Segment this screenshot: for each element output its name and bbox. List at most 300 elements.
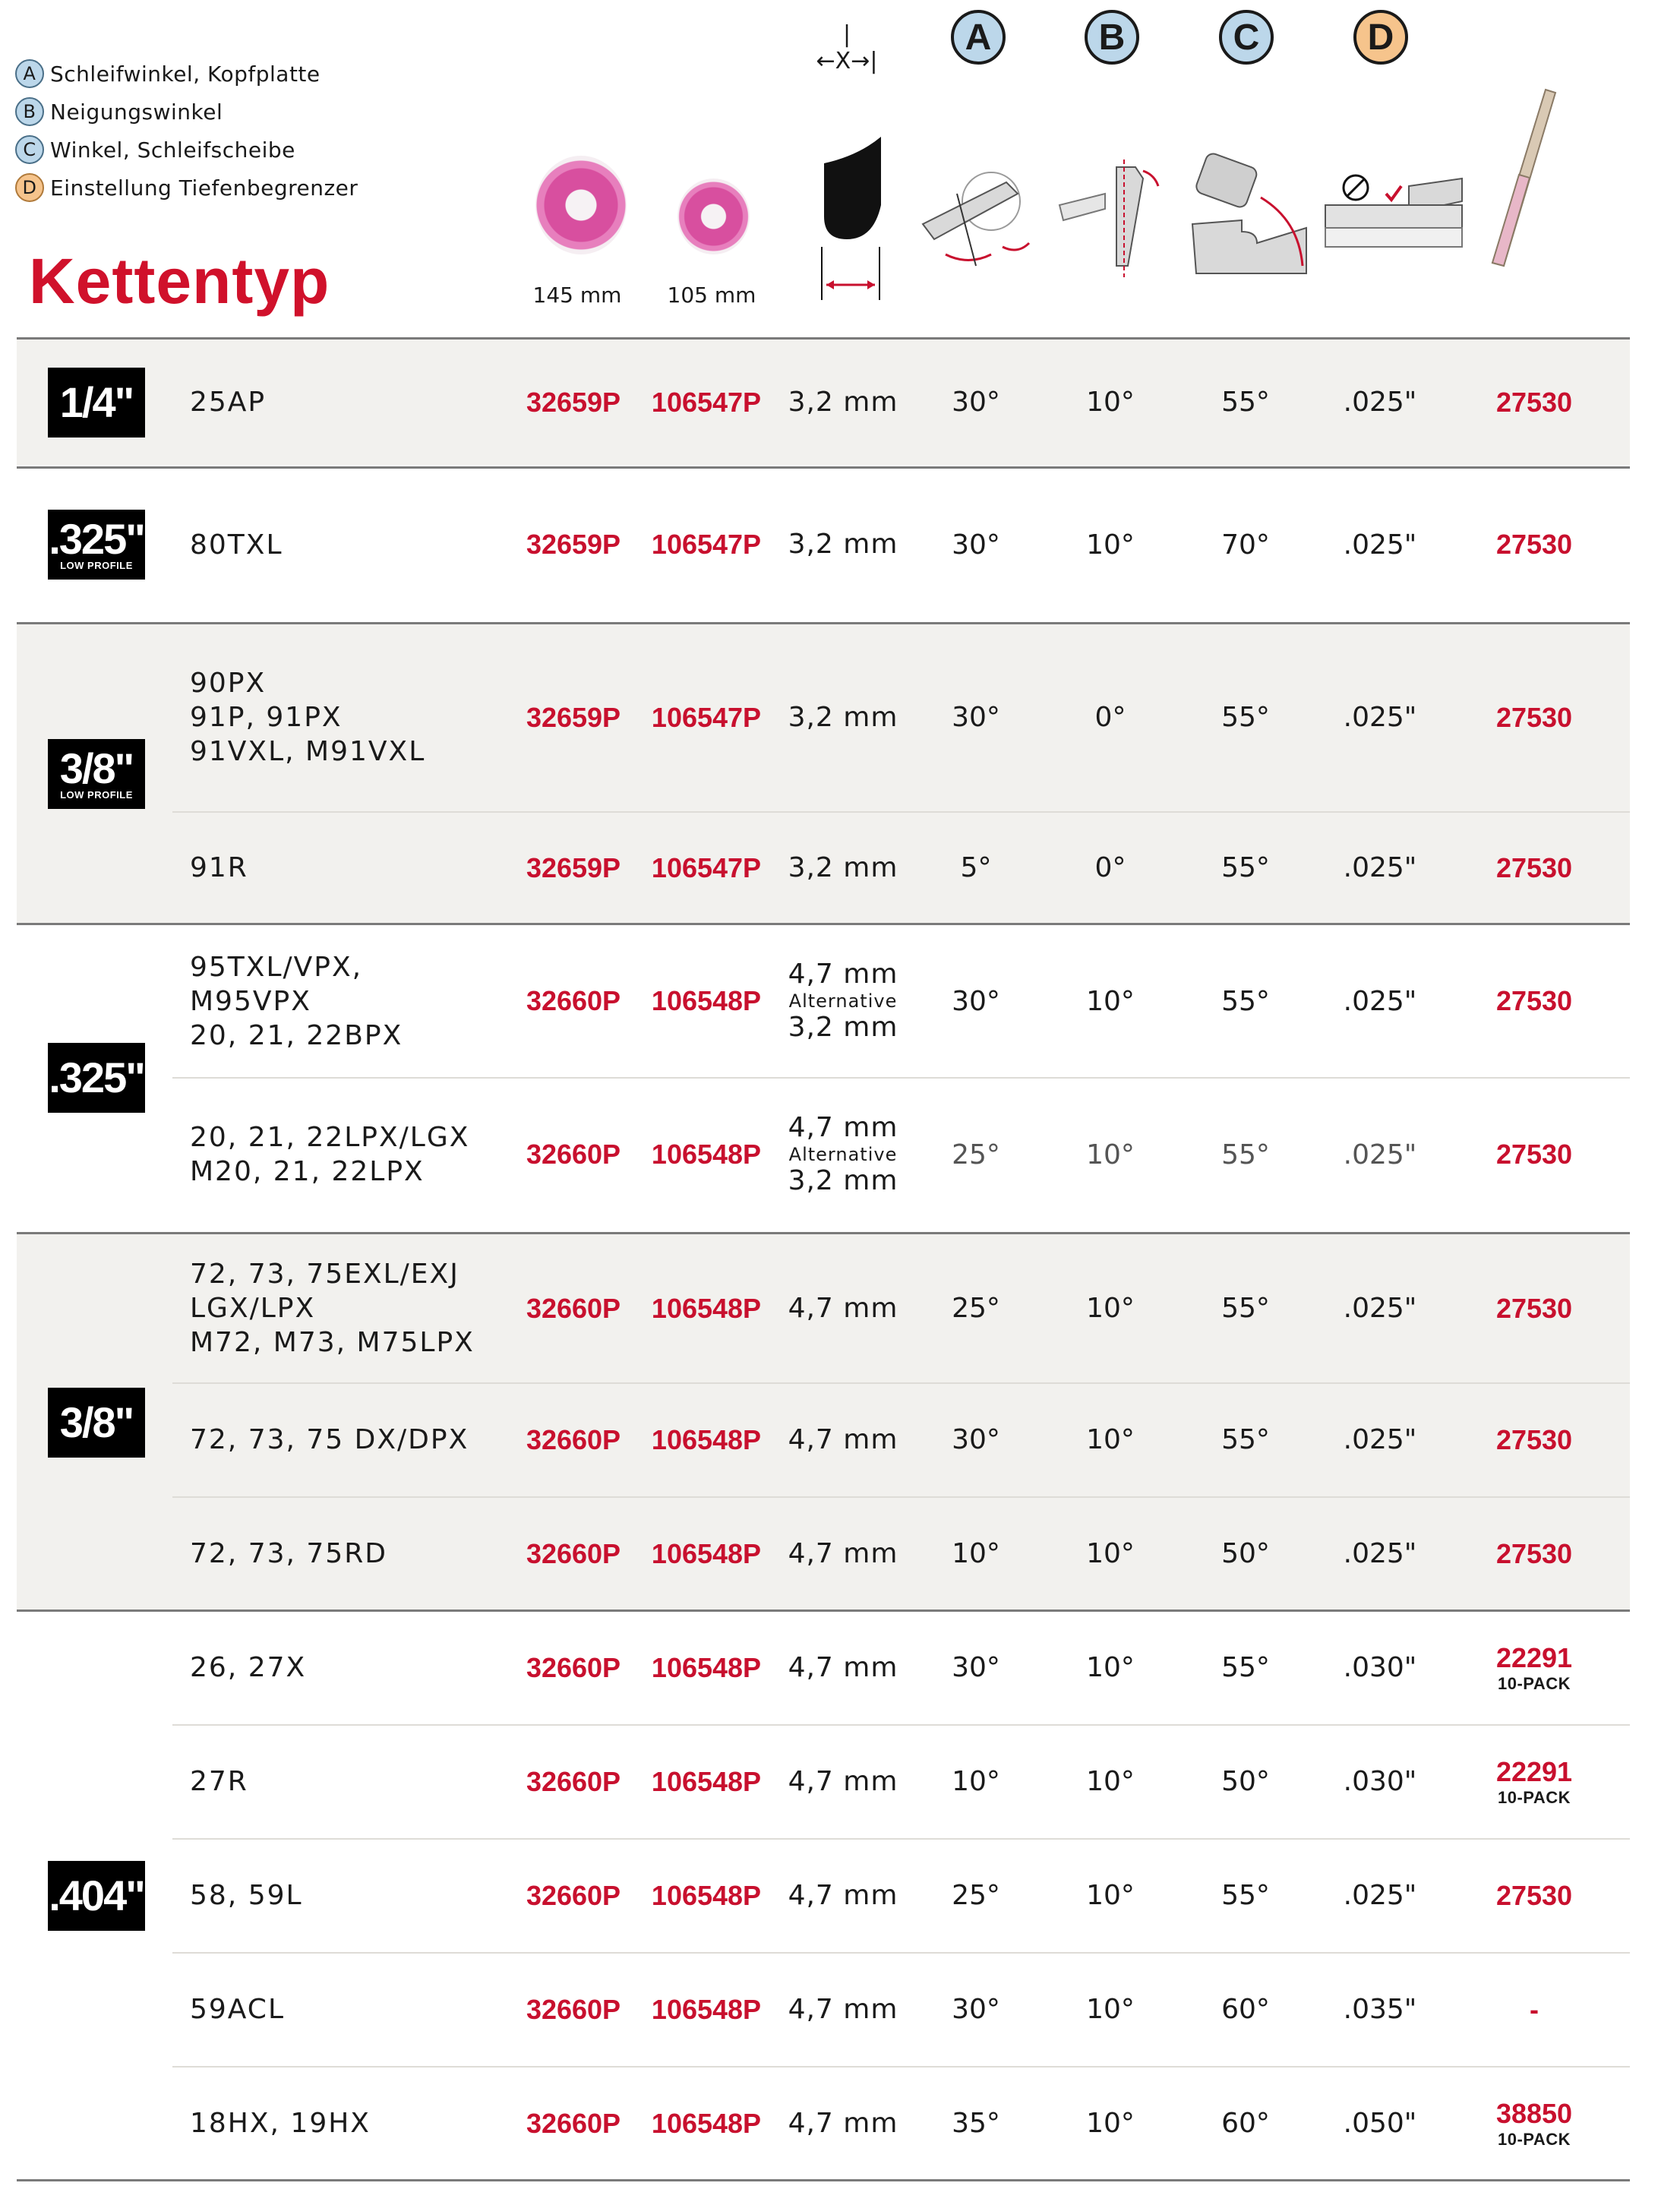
flat-file-icon	[1473, 84, 1565, 281]
wheel-105-part-cell	[646, 1726, 767, 1837]
wheel-105-part-cell	[646, 340, 767, 465]
wheel-145-part: 32660P	[526, 1537, 621, 1569]
angle-b-value: 10°	[1086, 1880, 1135, 1911]
angle-c-diagram-icon	[1185, 152, 1314, 281]
angle-c-cell	[1200, 925, 1291, 1077]
file-size-value: 4,7 mm	[788, 1537, 898, 1569]
chain-type-cell	[190, 1234, 509, 1382]
depth-gauge-part: -	[1530, 1993, 1539, 2025]
pack-size: 10-PACK	[1497, 1787, 1571, 1807]
wheel-105-part: 106548P	[651, 1139, 762, 1170]
angle-b-value: 10°	[1086, 1293, 1135, 1324]
wheel-145-part: 32660P	[526, 1765, 621, 1797]
angle-c-value: 55°	[1221, 985, 1270, 1017]
file-size-cell	[775, 813, 911, 923]
chain-type-line: M20, 21, 22LPX	[190, 1156, 425, 1187]
angle-d-value: .025"	[1343, 1424, 1417, 1455]
file-size-cell	[775, 1234, 911, 1382]
angle-d-cell	[1331, 1726, 1429, 1837]
wheel-105-part: 106548P	[651, 985, 762, 1016]
file-size-value: Alternative	[788, 990, 898, 1012]
angle-a-cell	[930, 1384, 1022, 1496]
file-size-value: 3,2 mm	[788, 1012, 898, 1043]
wheel-145-part: 32660P	[526, 2107, 621, 2139]
depth-gauge-cell	[1466, 2068, 1603, 2179]
chain-type-line: 18HX, 19HX	[190, 2108, 371, 2139]
depth-gauge-cell	[1466, 1612, 1603, 1723]
table-row	[0, 1384, 1680, 1496]
wheel-145-part-cell	[516, 1498, 630, 1609]
legend-badge-a: A	[15, 59, 44, 88]
wheel-145-part: 32660P	[526, 985, 621, 1016]
angle-b-cell	[1065, 1079, 1156, 1230]
angle-a-value: 30°	[952, 702, 1000, 733]
depth-gauge-part: 27530	[1495, 1139, 1573, 1170]
depth-gauge-cell	[1466, 1954, 1603, 2065]
wheel-105-label: 105 mm	[667, 283, 756, 308]
file-size-cell	[775, 1384, 911, 1496]
angle-d-value: .025"	[1343, 387, 1417, 418]
file-size-value: 3,2 mm	[788, 701, 898, 733]
legend-label-b: Neigungswinkel	[50, 99, 223, 125]
wheel-145-part-cell	[516, 1079, 630, 1230]
angle-a-diagram-icon	[915, 152, 1044, 273]
depth-gauge-part: 27530	[1495, 851, 1573, 883]
chain-type-line: 20, 21, 22LPX/LGX	[190, 1122, 470, 1153]
angle-b-cell	[1065, 1954, 1156, 2065]
angle-b-cell	[1065, 340, 1156, 465]
angle-d-cell	[1331, 925, 1429, 1077]
legend-badge-b: B	[15, 97, 44, 126]
wheel-105-part-cell	[646, 925, 767, 1077]
angle-a-cell	[930, 1954, 1022, 2065]
wheel-145-label: 145 mm	[532, 283, 622, 308]
angle-b-value: 10°	[1086, 1538, 1135, 1569]
angle-b-cell	[1065, 624, 1156, 810]
file-size-cell	[775, 925, 911, 1077]
angle-b-value: 10°	[1086, 1139, 1135, 1170]
wheel-145-part: 32660P	[526, 1993, 621, 2025]
angle-a-value: 30°	[952, 1424, 1000, 1455]
table-row	[0, 1840, 1680, 1951]
angle-a-value: 35°	[952, 2108, 1000, 2139]
angle-d-value: .025"	[1343, 985, 1417, 1017]
wheel-105-part-cell	[646, 813, 767, 923]
table-row	[0, 2068, 1680, 2179]
angle-d-value: .025"	[1343, 1139, 1417, 1170]
wheel-145-part: 32659P	[526, 701, 621, 733]
wheel-105-part: 106548P	[651, 2107, 762, 2139]
grinding-wheel-small-icon	[677, 178, 750, 254]
table-row	[0, 1234, 1680, 1382]
chain-type-line: 72, 73, 75RD	[190, 1538, 387, 1569]
angle-b-value: 10°	[1086, 2108, 1135, 2139]
file-profile-icon	[813, 133, 889, 304]
badge-pitch: .325"	[49, 515, 144, 563]
angle-c-cell	[1200, 2068, 1291, 2179]
chain-type-line: M72, M73, M75LPX	[190, 1327, 475, 1358]
chain-type-cell	[190, 1840, 509, 1951]
file-size-cell	[775, 624, 911, 810]
chain-type-line: 91P, 91PX	[190, 702, 343, 733]
angle-c-value: 55°	[1221, 852, 1270, 883]
legend-label-a: Schleifwinkel, Kopfplatte	[50, 61, 321, 87]
angle-c-cell	[1200, 624, 1291, 810]
angle-c-value: 55°	[1221, 702, 1270, 733]
angle-b-cell	[1065, 1612, 1156, 1723]
depth-gauge-diagram-icon	[1322, 171, 1466, 270]
file-size-value: Alternative	[788, 1144, 898, 1165]
angle-d-value: .030"	[1343, 1766, 1417, 1797]
angle-d-cell	[1331, 1954, 1429, 2065]
file-size-cell	[775, 2068, 911, 2179]
angle-d-cell	[1331, 469, 1429, 621]
angle-a-value: 10°	[952, 1538, 1000, 1569]
wheel-145-part: 32660P	[526, 1139, 621, 1170]
chain-type-line: 95TXL/VPX,	[190, 951, 363, 983]
file-size-cell	[775, 1840, 911, 1951]
wheel-145-part: 32659P	[526, 851, 621, 883]
angle-c-cell	[1200, 1498, 1291, 1609]
depth-gauge-cell	[1466, 813, 1603, 923]
legend	[15, 55, 358, 207]
angle-d-cell	[1331, 1498, 1429, 1609]
chain-type-line: 90PX	[190, 668, 267, 699]
depth-gauge-cell	[1466, 1234, 1603, 1382]
chain-type-cell	[190, 469, 509, 621]
angle-d-cell	[1331, 340, 1429, 465]
angle-a-cell	[930, 1498, 1022, 1609]
file-size-cell	[775, 1612, 911, 1723]
chain-type-cell	[190, 1612, 509, 1723]
chain-type-cell	[190, 1726, 509, 1837]
angle-b-value: 0°	[1094, 702, 1126, 733]
chain-type-line: LGX/LPX	[190, 1293, 316, 1324]
depth-gauge-cell	[1466, 1726, 1603, 1837]
column-b-header: B	[1085, 10, 1139, 65]
angle-c-cell	[1200, 1234, 1291, 1382]
column-c-header: C	[1219, 10, 1274, 65]
angle-c-cell	[1200, 469, 1291, 621]
wheel-145-part: 32660P	[526, 1423, 621, 1455]
wheel-145-part: 32660P	[526, 1292, 621, 1324]
angle-d-value: .025"	[1343, 1293, 1417, 1324]
angle-b-value: 10°	[1086, 1424, 1135, 1455]
angle-a-cell	[930, 1612, 1022, 1723]
angle-a-value: 30°	[952, 1994, 1000, 2025]
depth-gauge-part: 27530	[1495, 1879, 1573, 1911]
angle-c-cell	[1200, 1840, 1291, 1951]
legend-item-d	[15, 169, 358, 207]
table-row	[0, 1954, 1680, 2065]
angle-d-cell	[1331, 2068, 1429, 2179]
angle-c-value: 60°	[1221, 2108, 1270, 2139]
angle-b-cell	[1065, 1840, 1156, 1951]
angle-a-cell	[930, 340, 1022, 465]
chain-type-line: 91VXL, M91VXL	[190, 736, 426, 767]
table-row	[0, 925, 1680, 1077]
wheel-145-part-cell	[516, 925, 630, 1077]
angle-a-value: 30°	[952, 529, 1000, 561]
angle-b-cell	[1065, 925, 1156, 1077]
chain-type-cell	[190, 340, 509, 465]
angle-c-value: 55°	[1221, 1652, 1270, 1683]
file-size-cell	[775, 340, 911, 465]
wheel-145-part-cell	[516, 2068, 630, 2179]
chain-type-cell	[190, 813, 509, 923]
file-size-symbol: |←X→|	[816, 21, 878, 74]
angle-b-cell	[1065, 1498, 1156, 1609]
angle-a-value: 30°	[952, 1652, 1000, 1683]
file-size-cell	[775, 1079, 911, 1230]
wheel-145-part-cell	[516, 469, 630, 621]
file-size-cell	[775, 1954, 911, 2065]
depth-gauge-part: 27530	[1495, 1292, 1573, 1324]
chain-type-line: 72, 73, 75EXL/EXJ	[190, 1259, 459, 1290]
chain-type-cell	[190, 1384, 509, 1496]
angle-b-value: 10°	[1086, 1994, 1135, 2025]
angle-d-cell	[1331, 813, 1429, 923]
angle-b-value: 10°	[1086, 387, 1135, 418]
angle-c-value: 60°	[1221, 1994, 1270, 2025]
angle-d-value: .035"	[1343, 1994, 1417, 2025]
depth-gauge-cell	[1466, 1079, 1603, 1230]
wheel-145-part-cell	[516, 624, 630, 810]
wheel-145-part-cell	[516, 1234, 630, 1382]
angle-d-cell	[1331, 1079, 1429, 1230]
chain-type-cell	[190, 1954, 509, 2065]
angle-a-value: 5°	[960, 852, 992, 883]
depth-gauge-part: 38850	[1495, 2097, 1573, 2129]
wheel-105-part-cell	[646, 1840, 767, 1951]
depth-gauge-cell	[1466, 1384, 1603, 1496]
depth-gauge-part: 27530	[1495, 701, 1573, 733]
chain-type-line: 59ACL	[190, 1994, 285, 2025]
depth-gauge-cell	[1466, 1498, 1603, 1609]
wheel-105-part: 106548P	[651, 1879, 762, 1911]
depth-gauge-cell	[1466, 469, 1603, 621]
table-row	[0, 340, 1680, 465]
angle-d-value: .050"	[1343, 2108, 1417, 2139]
wheel-145-part: 32660P	[526, 1879, 621, 1911]
pack-size: 10-PACK	[1497, 2129, 1571, 2149]
file-size-value: 3,2 mm	[788, 1165, 898, 1196]
wheel-145-part-cell	[516, 340, 630, 465]
angle-d-value: .025"	[1343, 702, 1417, 733]
legend-label-c: Winkel, Schleifscheibe	[50, 137, 295, 163]
angle-a-cell	[930, 1840, 1022, 1951]
wheel-105-part-cell	[646, 1498, 767, 1609]
wheel-105-part-cell	[646, 2068, 767, 2179]
wheel-145-part-cell	[516, 1726, 630, 1837]
chain-type-line: 72, 73, 75 DX/DPX	[190, 1424, 469, 1455]
wheel-145-part-cell	[516, 1954, 630, 2065]
angle-b-cell	[1065, 1234, 1156, 1382]
wheel-145-part-cell	[516, 813, 630, 923]
depth-gauge-part: 22291	[1495, 1641, 1573, 1673]
angle-d-value: .025"	[1343, 1538, 1417, 1569]
table-row	[0, 469, 1680, 621]
angle-b-value: 0°	[1094, 852, 1126, 883]
wheel-105-part: 106548P	[651, 1765, 762, 1797]
badge-pitch: .325"	[49, 1054, 144, 1101]
angle-a-cell	[930, 1726, 1022, 1837]
wheel-105-part: 106547P	[651, 529, 762, 560]
chain-type-cell	[190, 624, 509, 810]
badge-profile: LOW PROFILE	[60, 560, 133, 571]
file-size-value: 4,7 mm	[788, 1651, 898, 1683]
column-d-header: D	[1353, 10, 1408, 65]
angle-c-value: 50°	[1221, 1766, 1270, 1797]
angle-a-value: 30°	[952, 985, 1000, 1017]
chain-type-line: M95VPX	[190, 985, 311, 1017]
chain-type-line: 27R	[190, 1766, 248, 1797]
grinding-wheel-large-icon	[535, 156, 627, 254]
angle-c-cell	[1200, 1726, 1291, 1837]
chain-type-cell	[190, 1498, 509, 1609]
wheel-105-part: 106548P	[651, 1537, 762, 1569]
chain-type-cell	[190, 925, 509, 1077]
angle-c-cell	[1200, 1384, 1291, 1496]
chain-type-line: 20, 21, 22BPX	[190, 1019, 403, 1051]
angle-b-value: 10°	[1086, 529, 1135, 561]
file-size-value: 3,2 mm	[788, 851, 898, 883]
angle-d-cell	[1331, 1234, 1429, 1382]
angle-b-cell	[1065, 1726, 1156, 1837]
angle-b-value: 10°	[1086, 985, 1135, 1017]
angle-a-value: 25°	[952, 1139, 1000, 1170]
wheel-105-part: 106547P	[651, 851, 762, 883]
depth-gauge-part: 27530	[1495, 386, 1573, 418]
chain-type-line: 58, 59L	[190, 1880, 303, 1911]
legend-label-d: Einstellung Tiefenbegrenzer	[50, 175, 358, 201]
wheel-105-part: 106547P	[651, 386, 762, 418]
angle-c-cell	[1200, 1079, 1291, 1230]
table-row	[0, 813, 1680, 923]
chain-type-line: 26, 27X	[190, 1652, 307, 1683]
legend-item-b	[15, 93, 358, 131]
angle-c-cell	[1200, 813, 1291, 923]
angle-a-cell	[930, 813, 1022, 923]
angle-c-cell	[1200, 340, 1291, 465]
angle-a-value: 25°	[952, 1880, 1000, 1911]
file-size-value: 4,7 mm	[788, 1993, 898, 2025]
page-title: Kettentyp	[29, 245, 330, 317]
wheel-105-part-cell	[646, 1612, 767, 1723]
file-size-value: 4,7 mm	[788, 1112, 898, 1143]
file-size-value: 4,7 mm	[788, 1423, 898, 1455]
angle-a-cell	[930, 624, 1022, 810]
chain-type-cell	[190, 1079, 509, 1230]
angle-a-value: 10°	[952, 1766, 1000, 1797]
wheel-105-part: 106548P	[651, 1993, 762, 2025]
angle-a-value: 25°	[952, 1293, 1000, 1324]
wheel-145-part-cell	[516, 1384, 630, 1496]
depth-gauge-cell	[1466, 1840, 1603, 1951]
angle-b-value: 10°	[1086, 1652, 1135, 1683]
angle-d-value: .025"	[1343, 852, 1417, 883]
angle-a-cell	[930, 469, 1022, 621]
wheel-105-part-cell	[646, 469, 767, 621]
chain-type-line: 80TXL	[190, 529, 283, 561]
wheel-145-part: 32660P	[526, 1651, 621, 1683]
angle-a-cell	[930, 1234, 1022, 1382]
angle-d-value: .025"	[1343, 529, 1417, 561]
file-size-cell	[775, 1498, 911, 1609]
legend-item-a	[15, 55, 358, 93]
chain-type-line: 25AP	[190, 387, 267, 418]
column-a-header: A	[951, 10, 1006, 65]
angle-c-value: 55°	[1221, 1293, 1270, 1324]
depth-gauge-part: 27530	[1495, 985, 1573, 1016]
table-row	[0, 1612, 1680, 1723]
depth-gauge-cell	[1466, 925, 1603, 1077]
depth-gauge-part: 27530	[1495, 1537, 1573, 1569]
angle-b-diagram-icon	[1052, 152, 1173, 281]
depth-gauge-cell	[1466, 624, 1603, 810]
legend-badge-c: C	[15, 135, 44, 164]
file-size-value: 4,7 mm	[788, 959, 898, 990]
file-size-value: 4,7 mm	[788, 1765, 898, 1797]
wheel-105-part: 106548P	[651, 1423, 762, 1455]
wheel-105-part: 106547P	[651, 701, 762, 733]
angle-d-value: .030"	[1343, 1652, 1417, 1683]
badge-pitch: 1/4"	[59, 377, 134, 426]
wheel-145-part-cell	[516, 1840, 630, 1951]
angle-c-value: 55°	[1221, 1880, 1270, 1911]
angle-b-cell	[1065, 469, 1156, 621]
chain-type-line: 91R	[190, 852, 248, 883]
angle-a-cell	[930, 1079, 1022, 1230]
badge-pitch: 3/8"	[59, 1398, 134, 1446]
angle-d-cell	[1331, 1612, 1429, 1723]
angle-c-value: 50°	[1221, 1538, 1270, 1569]
table-row	[0, 1498, 1680, 1609]
angle-c-value: 55°	[1221, 1139, 1270, 1170]
wheel-105-part-cell	[646, 624, 767, 810]
angle-a-cell	[930, 2068, 1022, 2179]
angle-b-cell	[1065, 2068, 1156, 2179]
angle-c-value: 55°	[1221, 1424, 1270, 1455]
angle-c-value: 55°	[1221, 387, 1270, 418]
table-bottom-divider	[17, 2179, 1630, 2181]
angle-a-cell	[930, 925, 1022, 1077]
table-row	[0, 1726, 1680, 1837]
legend-item-c	[15, 131, 358, 169]
wheel-145-part-cell	[516, 1612, 630, 1723]
wheel-145-part: 32659P	[526, 386, 621, 418]
angle-d-cell	[1331, 1840, 1429, 1951]
file-size-value: 4,7 mm	[788, 1292, 898, 1324]
angle-c-cell	[1200, 1612, 1291, 1723]
angle-c-value: 70°	[1221, 529, 1270, 561]
chain-type-cell	[190, 2068, 509, 2179]
angle-d-cell	[1331, 1384, 1429, 1496]
table-row	[0, 1079, 1680, 1230]
wheel-145-part: 32659P	[526, 529, 621, 560]
file-size-cell	[775, 1726, 911, 1837]
file-size-value: 3,2 mm	[788, 386, 898, 418]
wheel-105-part-cell	[646, 1234, 767, 1382]
angle-b-cell	[1065, 1384, 1156, 1496]
wheel-105-part: 106548P	[651, 1651, 762, 1683]
wheel-105-part-cell	[646, 1954, 767, 2065]
file-size-value: 3,2 mm	[788, 529, 898, 560]
angle-b-cell	[1065, 813, 1156, 923]
badge-pitch: .404"	[49, 1872, 144, 1919]
depth-gauge-part: 22291	[1495, 1755, 1573, 1787]
table-row	[0, 624, 1680, 810]
